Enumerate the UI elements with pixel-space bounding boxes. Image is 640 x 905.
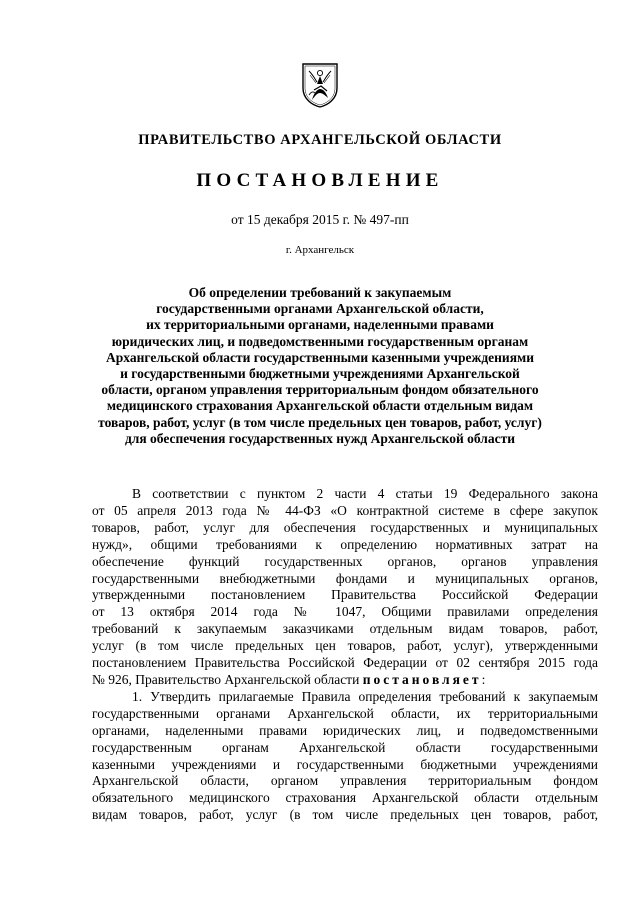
city: г. Архангельск <box>285 244 355 256</box>
subject-line: товаров, работ, услуг (в том числе предельных цен товаров, работ, услуг) <box>98 414 542 430</box>
body-line: государственным органам Архангельской области государственными <box>92 739 598 755</box>
subject-line: Об определении требований к закупаемым <box>188 285 452 300</box>
document-subject <box>70 285 570 447</box>
document-type: ПОСТАНОВЛЕНИЕ <box>196 170 444 191</box>
body-line: от 05 апреля 2013 года № 44-ФЗ «О контрактной системе в сфере закупок <box>92 502 598 518</box>
body-line: В соответствии с пунктом 2 части 4 статьи 19 Федерального закона <box>132 486 598 501</box>
subject-line: их территориальными органами, наделенными правами <box>146 317 494 333</box>
subject-line: юридических лиц, и подведомственными государственным органам <box>111 333 529 349</box>
government-title: ПРАВИТЕЛЬСТВО АРХАНГЕЛЬСКОЙ ОБЛАСТИ <box>138 132 502 148</box>
body-line: нужд», общими требованиями к определению нормативных затрат на <box>92 536 598 552</box>
body-line: от 13 октября 2014 года № 1047, Общими правилами определения <box>92 604 598 620</box>
body-line: постановлением Правительства Российской Федерации от 02 сентября 2015 года <box>92 655 598 671</box>
document-body <box>92 486 598 824</box>
subject-line: Архангельской области государственными казенными учреждениями <box>106 349 534 365</box>
body-line: казенными учреждениями и государственными бюджетными учреждениями <box>92 756 598 772</box>
coat-of-arms-emblem <box>301 62 339 108</box>
body-line: обязательного медицинского страхования Архангельской области отдельным <box>92 790 598 806</box>
body-line: государственными органами Архангельской области, их территориальными <box>92 705 598 721</box>
body-line-resolves <box>92 672 598 689</box>
date-and-number: от 15 декабря 2015 г. № 497-пп <box>231 212 409 227</box>
resolves-colon: : <box>481 671 486 687</box>
body-line: утвержденными постановлением Правительства Российской Федерации <box>92 587 598 603</box>
subject-line: медицинского страхования Архангельской области отдельным видам <box>106 398 534 414</box>
subject-line: государственными органами Архангельской области, <box>156 301 484 317</box>
body-line: Архангельской области, органом управления территориальным фондом <box>92 773 598 789</box>
body-line: услуг (в том числе предельных цен товаров, работ, услуг), утвержденными <box>92 638 598 654</box>
subject-line: и государственными бюджетными учреждениями Архангельской <box>120 366 520 382</box>
body-line-text: № 926, Правительство Архангельской области <box>92 671 363 687</box>
body-line: обеспечение функций государственных органов, органов управления <box>92 553 598 569</box>
body-line: 1. Утвердить прилагаемые Правила определения требований к закупаемым <box>132 688 598 704</box>
body-line: видам товаров, работ, услуг (в том числе предельных цен товаров, работ, <box>92 807 598 823</box>
body-line: государственными внебюджетными фондами и муниципальных органов, <box>92 570 598 586</box>
body-line: товаров, работ, услуг для обеспечения государственных и муниципальных <box>92 519 598 535</box>
body-line: требований к закупаемым заказчиками отдельным видам товаров, работ, <box>92 621 598 637</box>
subject-line: для обеспечения государственных нужд Архангельской области <box>124 430 516 446</box>
body-line: органами, наделенными правами юридических лиц, и подведомственными <box>92 722 598 738</box>
subject-line: области, органом управления территориальным фондом обязательного <box>101 382 539 398</box>
resolves-word: постановляет <box>362 671 482 687</box>
